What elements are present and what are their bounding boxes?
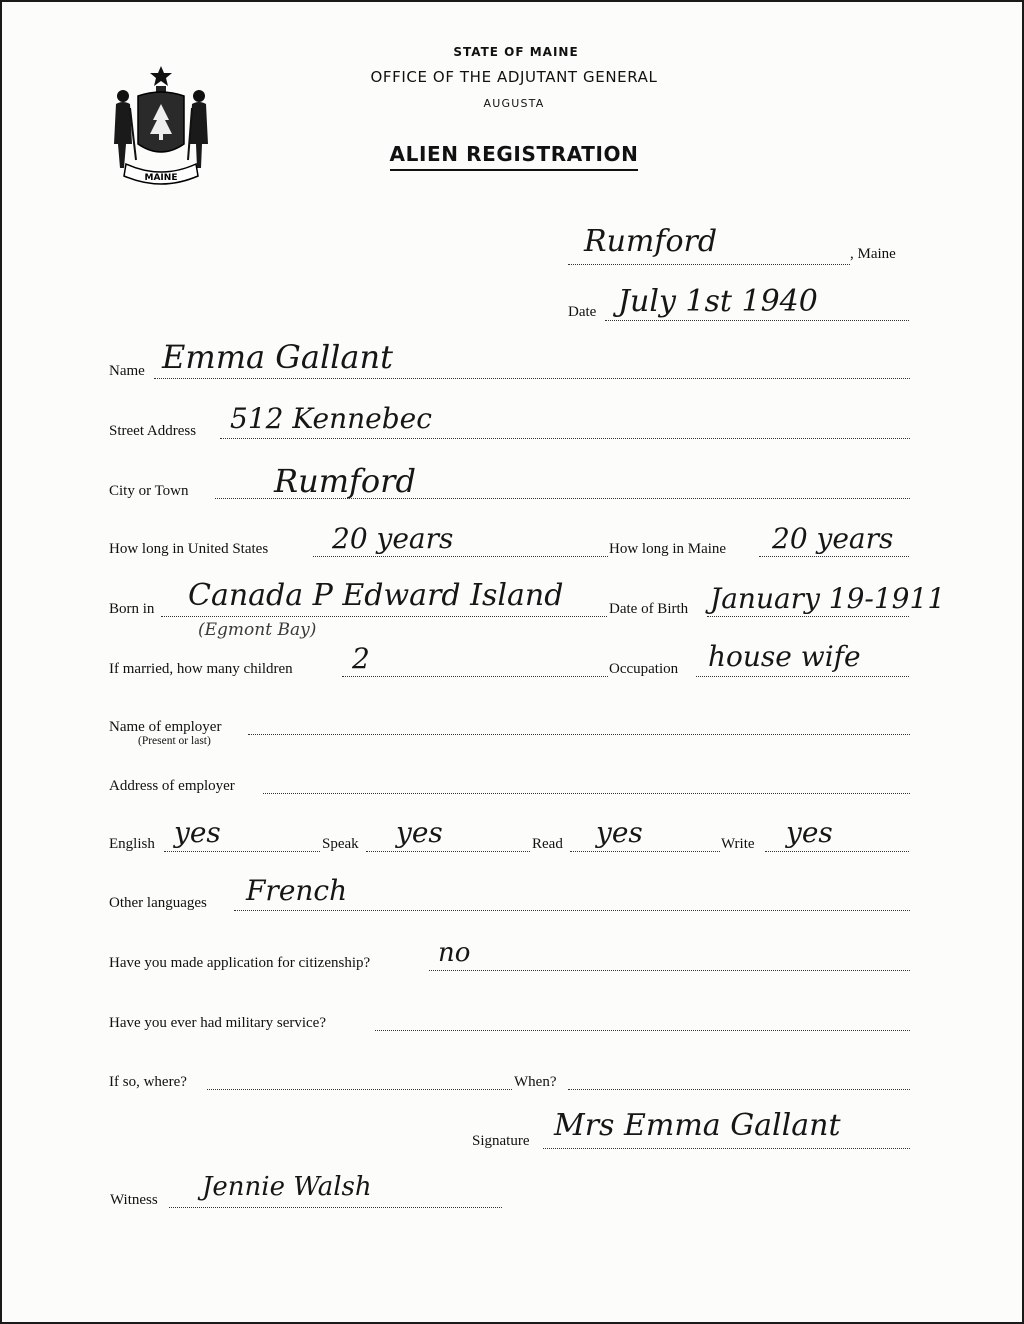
employer-line — [248, 734, 910, 735]
occupation-line — [696, 676, 909, 677]
citizenship-value: no — [438, 938, 471, 968]
witness-line — [169, 1207, 502, 1208]
when-line — [568, 1089, 910, 1090]
military-label: Have you ever had military service? — [109, 1015, 326, 1031]
speak-line — [366, 851, 530, 852]
svg-text:MAINE: MAINE — [144, 173, 178, 183]
children-label: If married, how many children — [109, 661, 293, 677]
speak-label: Speak — [322, 836, 359, 852]
born-value: Canada P Edward Island — [188, 578, 564, 613]
occupation-value: house wife — [708, 640, 861, 673]
children-line — [342, 676, 608, 677]
witness-value: Jennie Walsh — [202, 1172, 372, 1202]
city-label: City or Town — [109, 483, 189, 499]
how-long-maine-label: How long in Maine — [609, 541, 727, 557]
how-long-maine-value: 20 years — [772, 522, 894, 555]
english-label: English — [109, 836, 155, 852]
form-title: ALIEN REGISTRATION — [2, 142, 1024, 171]
military-line — [375, 1030, 910, 1031]
employer-address-label: Address of employer — [109, 778, 235, 794]
other-lang-line — [234, 910, 910, 911]
how-long-us-value: 20 years — [332, 522, 454, 555]
signature-value: Mrs Emma Gallant — [554, 1108, 841, 1143]
name-label: Name — [109, 363, 145, 379]
city-value: Rumford — [274, 462, 416, 500]
employer-sub: (Present or last) — [138, 735, 211, 747]
date-label: Date — [568, 304, 597, 320]
read-value: yes — [596, 816, 643, 849]
dob-line — [707, 616, 909, 617]
born-line — [161, 616, 607, 617]
citizenship-label: Have you made application for citizenship? — [109, 955, 371, 971]
english-line — [164, 851, 320, 852]
employer-address-line — [263, 793, 910, 794]
header-state: STATE OF MAINE — [453, 45, 579, 59]
born-note: (Egmont Bay) — [198, 620, 317, 640]
header-office: OFFICE OF THE ADJUTANT GENERAL — [370, 68, 658, 86]
signature-label: Signature — [472, 1133, 530, 1149]
name-line — [154, 378, 910, 379]
children-value: 2 — [352, 642, 370, 675]
place-line — [568, 264, 850, 265]
street-line — [220, 438, 910, 439]
english-value: yes — [174, 816, 221, 849]
read-line — [570, 851, 720, 852]
employer-label: Name of employer — [109, 719, 222, 735]
write-label: Write — [721, 836, 755, 852]
speak-value: yes — [396, 816, 443, 849]
other-lang-label: Other languages — [109, 895, 207, 911]
read-label: Read — [532, 836, 563, 852]
dob-value: January 19-1911 — [710, 582, 946, 615]
citizenship-line — [429, 970, 910, 971]
street-label: Street Address — [109, 423, 197, 439]
write-line — [765, 851, 909, 852]
date-line — [605, 320, 909, 321]
other-lang-value: French — [246, 874, 348, 907]
when-label: When? — [514, 1074, 557, 1090]
place-suffix: , Maine — [850, 246, 896, 262]
born-label: Born in — [109, 601, 155, 617]
how-long-maine-line — [759, 556, 909, 557]
how-long-us-line — [313, 556, 608, 557]
how-long-us-label: How long in United States — [109, 541, 269, 557]
header-city: AUGUSTA — [483, 97, 545, 110]
witness-label: Witness — [110, 1192, 158, 1208]
dob-label: Date of Birth — [609, 601, 689, 617]
where-line — [207, 1089, 512, 1090]
occupation-label: Occupation — [609, 661, 679, 677]
street-value: 512 Kennebec — [230, 402, 432, 435]
where-label: If so, where? — [109, 1074, 187, 1090]
date-value: July 1st 1940 — [618, 284, 818, 319]
place-value: Rumford — [584, 224, 718, 259]
name-value: Emma Gallant — [162, 338, 393, 376]
write-value: yes — [786, 816, 833, 849]
signature-line — [543, 1148, 910, 1149]
